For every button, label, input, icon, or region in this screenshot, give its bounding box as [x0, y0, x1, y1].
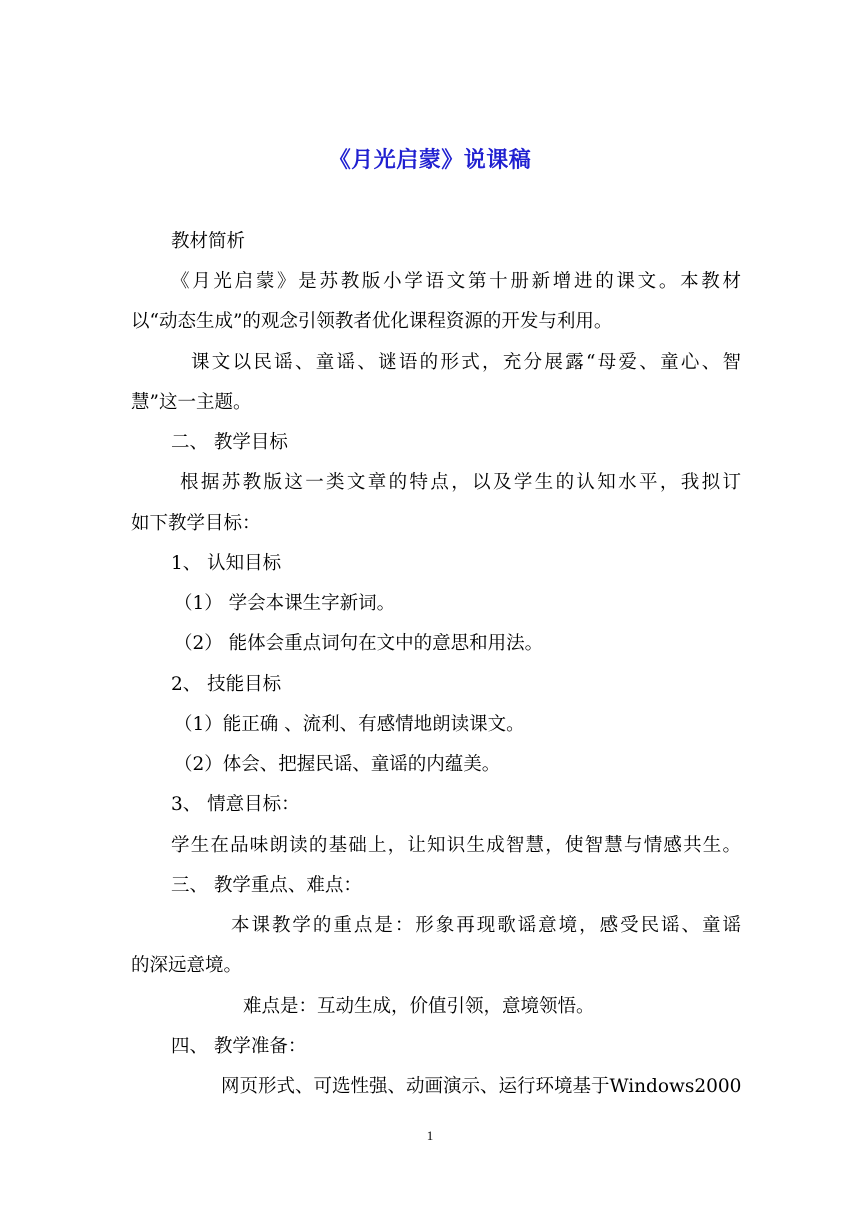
paragraph-line: 课文以民谣、童谣、谜语的形式，充分展露“母爱、童心、智 [191, 352, 741, 373]
list-item: （1） 学会本课生字新词。 [174, 593, 396, 614]
section-1-heading: 教材简析 [171, 231, 246, 252]
paragraph-line: 网页形式、可选性强、动画演示、运行环境基于Windows2000 [221, 1076, 742, 1097]
list-item: （2）体会、把握民谣、童谣的内蕴美。 [174, 754, 501, 775]
paragraph-line: 根据苏教版这一类文章的特点，以及学生的认知水平，我拟订 [180, 472, 741, 493]
goal-3-heading: 3、 情意目标： [171, 794, 300, 815]
document-title: 《月光启蒙》说课稿 [328, 148, 532, 173]
section-2-heading: 二、 教学目标 [171, 432, 288, 453]
paragraph-line: 慧”这一主题。 [131, 392, 252, 413]
section-3-heading: 三、 教学重点、难点： [171, 875, 362, 896]
paragraph-line: 学生在品味朗读的基础上，让知识生成智慧，使智慧与情感共生。 [171, 835, 741, 856]
paragraph-line: 《月光启蒙》是苏教版小学语文第十册新增进的课文。本教材 [171, 271, 741, 292]
list-item: （2） 能体会重点词句在文中的意思和用法。 [174, 633, 544, 654]
goal-2-heading: 2、 技能目标 [171, 674, 282, 695]
paragraph-line: 如下教学目标： [131, 513, 261, 534]
list-item: （1）能正确 、流利、有感情地朗读课文。 [174, 714, 525, 735]
paragraph-line: 的深远意境。 [131, 955, 243, 976]
paragraph-line: 本课教学的重点是：形象再现歌谣意境，感受民谣、童谣 [231, 915, 741, 936]
paragraph-line: 以“动态生成”的观念引领教者优化课程资源的开发与利用。 [131, 311, 613, 332]
section-4-heading: 四、 教学准备： [171, 1036, 307, 1057]
goal-1-heading: 1、 认知目标 [171, 553, 282, 574]
page-number: 1 [426, 1128, 434, 1143]
paragraph-line: 难点是：互动生成，价值引领，意境领悟。 [243, 996, 595, 1017]
